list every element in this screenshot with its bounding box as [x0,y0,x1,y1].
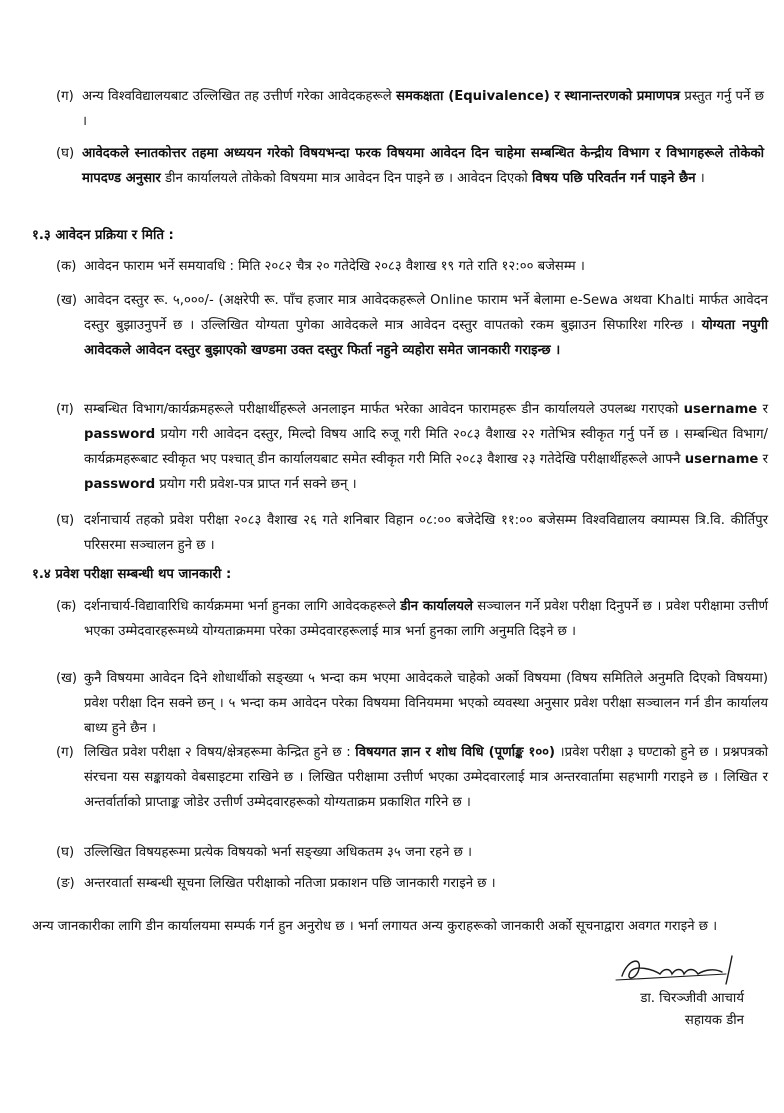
clause-text: आवेदन दस्तुर रू. ५,०००/- (अक्षरेपी रू. पाँच हजार मात्र आवेदकहरूले Online फाराम भर्ने बेलामा e-Sewa अथवा Khalti मार्फत आवेदन दस्तुर बुझाउनुपर्ने छ । उल्लिखित योग्यता पुगेका आवेदकले मात्र आवेदन दस्तुर वापतको रकम बुझाउन सिफारिश गरिन्छ । योग्यता नपुगी आवेदकले आवेदन दस्तुर बुझाएको खण्डमा उक्त दस्तुर फिर्ता नहुने व्यहोरा समेत जानकारी गराइन्छ । [84,293,769,358]
clause-top-gha [56,141,764,191]
clause-text: अन्य विश्वविद्यालयबाट उल्लिखित तह उत्तीर्ण गरेका आवेदकहरूले समकक्षता (Equivalence) र स्थानान्तरणको प्रमाणपत्र प्रस्तुत गर्नु पर्ने छ । [82,89,764,129]
password-term: password [84,477,156,492]
clause-text: सम्बन्धित विभाग/कार्यक्रमहरूले परीक्षार्थीहरूले अनलाइन मार्फत भरेका आवेदन फारामहरू डीन कार्यालयले उपलब्ध गराएको username र password प्रयोग गरी आवेदन दस्तुर, मिल्दो विषय आदि रुजू गरी मिति २०८३ वैशाख २२ गतेभित्र स्वीकृत गर्नु पर्ने छ । सम्बन्धित विभाग/कार्यक्रमहरूबाट स्वीकृत भए पश्चात् डीन कार्यालयबाट समेत स्वीकृत गरी मिति २०८३ वैशाख २३ गतेदेखि परीक्षार्थीहरूले आफ्नै username र password प्रयोग गरी प्रवेश-पत्र प्राप्त गर्न सक्ने छन् । [84,402,768,492]
clause-bold-text: विषय पछि परिवर्तन गर्न पाइने छैन [531,171,696,186]
password-term: password [84,427,156,442]
signature-block [594,950,744,1032]
clause-1-4-ka [56,594,768,644]
signatory-title: सहायक डीन [684,1013,744,1028]
clause-text: आवेदकले स्नातकोत्तर तहमा अध्ययन गरेको विषयभन्दा फरक विषयमा आवेदन दिन चाहेमा सम्बन्धित केन्द्रीय विभाग र विभागहरूले तोकेको मापदण्ड अनुसार डीन कार्यालयले तोकेको विषयमा मात्र आवेदन दिन पाइने छ । आवेदन दिएको विषय पछि परिवर्तन गर्न पाइने छैन । [82,146,764,186]
clause-text: अन्तरवार्ता सम्बन्धी सूचना लिखित परीक्षाको नतिजा प्रकाशन पछि जानकारी गराइने छ । [84,876,496,891]
clause-label: (ङ) [56,876,75,891]
clause-1-4-kha [56,666,768,741]
clause-1-4-nga [56,871,768,896]
signatory-name: डा. चिरञ्जीवी आचार्य [640,991,744,1006]
clause-label: (ग) [56,745,74,760]
clause-label: (घ) [56,513,75,528]
clause-bold-text: समकक्षता (Equivalence) र स्थानान्तरणको प्रमाणपत्र [396,89,681,104]
section-heading-1-3: १.३ आवेदन प्रक्रिया र मिति : [32,228,174,243]
clause-bold-text: विषयगत ज्ञान र शोध विधि (पूर्णाङ्क १००) [355,745,556,760]
clause-1-3-kha [56,288,768,363]
handwritten-signature [614,950,744,988]
clause-label: (ख) [56,671,78,686]
clause-text: कुनै विषयमा आवेदन दिने शोधार्थीको सङ्ख्या ५ भन्दा कम भएमा आवेदकले चाहेको अर्को विषयमा (विषय समितिले अनुमति दिएको विषयमा) प्रवेश परीक्षा दिन सक्ने छन् । ५ भन्दा कम आवेदन परेका विषयमा विनियममा भएको व्यवस्था अनुसार प्रवेश परीक्षा सञ्चालन गर्न डीन कार्यालय बाध्य हुने छैन । [84,671,768,736]
clause-text: आवेदन फाराम भर्ने समयावधि : मिति २०८२ चैत्र २० गतेदेखि २०८३ वैशाख १९ गते राति १२:०० बजेसम्म । [84,259,585,274]
clause-label: (घ) [56,845,75,860]
clause-text: दर्शनाचार्य-विद्यावारिधि कार्यक्रममा भर्ना हुनका लागि आवेदकहरूले डीन कार्यालयले सञ्चालन गर्ने प्रवेश परीक्षा दिनुपर्ने छ । प्रवेश परीक्षामा उत्तीर्ण भएका उम्मेदवारहरूमध्ये योग्यताक्रममा परेका उम्मेदवारहरूलाई मात्र भर्ना हुनका लागि अनुमति दिइने छ । [84,599,768,639]
username-term: username [683,402,758,417]
clause-bold-text: आवेदकले स्नातकोत्तर तहमा अध्ययन गरेको विषयभन्दा फरक विषयमा आवेदन दिन चाहेमा सम्बन्धित केन्द्रीय विभाग र विभागहरूले तोकेको मापदण्ड अनुसार [82,146,764,186]
clause-text: उल्लिखित विषयहरूमा प्रत्येक विषयको भर्ना सङ्ख्या अधिकतम ३५ जना रहने छ । [84,845,473,860]
clause-bold-text: योग्यता नपुगी आवेदकले आवेदन दस्तुर बुझाएको खण्डमा उक्त दस्तुर फिर्ता नहुने व्यहोरा समेत जानकारी गराइन्छ । [84,318,769,358]
clause-label: (क) [56,259,77,274]
clause-text: दर्शनाचार्य तहको प्रवेश परीक्षा २०८३ वैशाख २६ गते शनिबार विहान ०८:०० बजेदेखि ११:०० बजेसम्म विश्वविद्यालय क्याम्पस त्रि.वि. कीर्तिपुर परिसरमा सञ्चालन हुने छ । [84,513,768,553]
clause-1-3-ga [56,397,768,497]
clause-label: (ख) [56,293,78,308]
clause-text: लिखित प्रवेश परीक्षा २ विषय/क्षेत्रहरूमा केन्द्रित हुने छ : विषयगत ज्ञान र शोध विधि (पूर्णाङ्क १००) ।प्रवेश परीक्षा ३ घण्टाको हुने छ । प्रश्नपत्रको संरचना यस सङ्कायको वेबसाइटमा राखिने छ । लिखित परीक्षामा उत्तीर्ण भएका उम्मेदवारलाई मात्र अन्तरवार्तामा सहभागी गराइने छ । लिखित र अन्तर्वार्ताको प्राप्ताङ्क जोडेर उत्तीर्ण उम्मेदवारहरूको योग्यताक्रम प्रकाशित गरिने छ । [84,745,769,810]
clause-label: (ग) [56,89,74,104]
clause-bold-text: डीन कार्यालयले [400,599,473,614]
clause-1-3-gha [56,508,768,558]
clause-label: (ग) [56,402,74,417]
clause-1-3-ka [56,254,768,279]
clause-label: (क) [56,599,77,614]
username-term: username [684,452,759,467]
closing-paragraph: अन्य जानकारीका लागि डीन कार्यालयमा सम्पर्क गर्न हुन अनुरोध छ । भर्ना लगायत अन्य कुराहरूको जानकारी अर्को सूचनाद्वारा अवगत गराइने छ । [32,919,718,934]
section-heading-1-4: १.४ प्रवेश परीक्षा सम्बन्धी थप जानकारी : [32,567,232,582]
clause-label: (घ) [56,146,75,161]
clause-1-4-gha [56,840,768,865]
clause-1-4-ga [56,740,768,815]
clause-top-ga [56,84,764,134]
